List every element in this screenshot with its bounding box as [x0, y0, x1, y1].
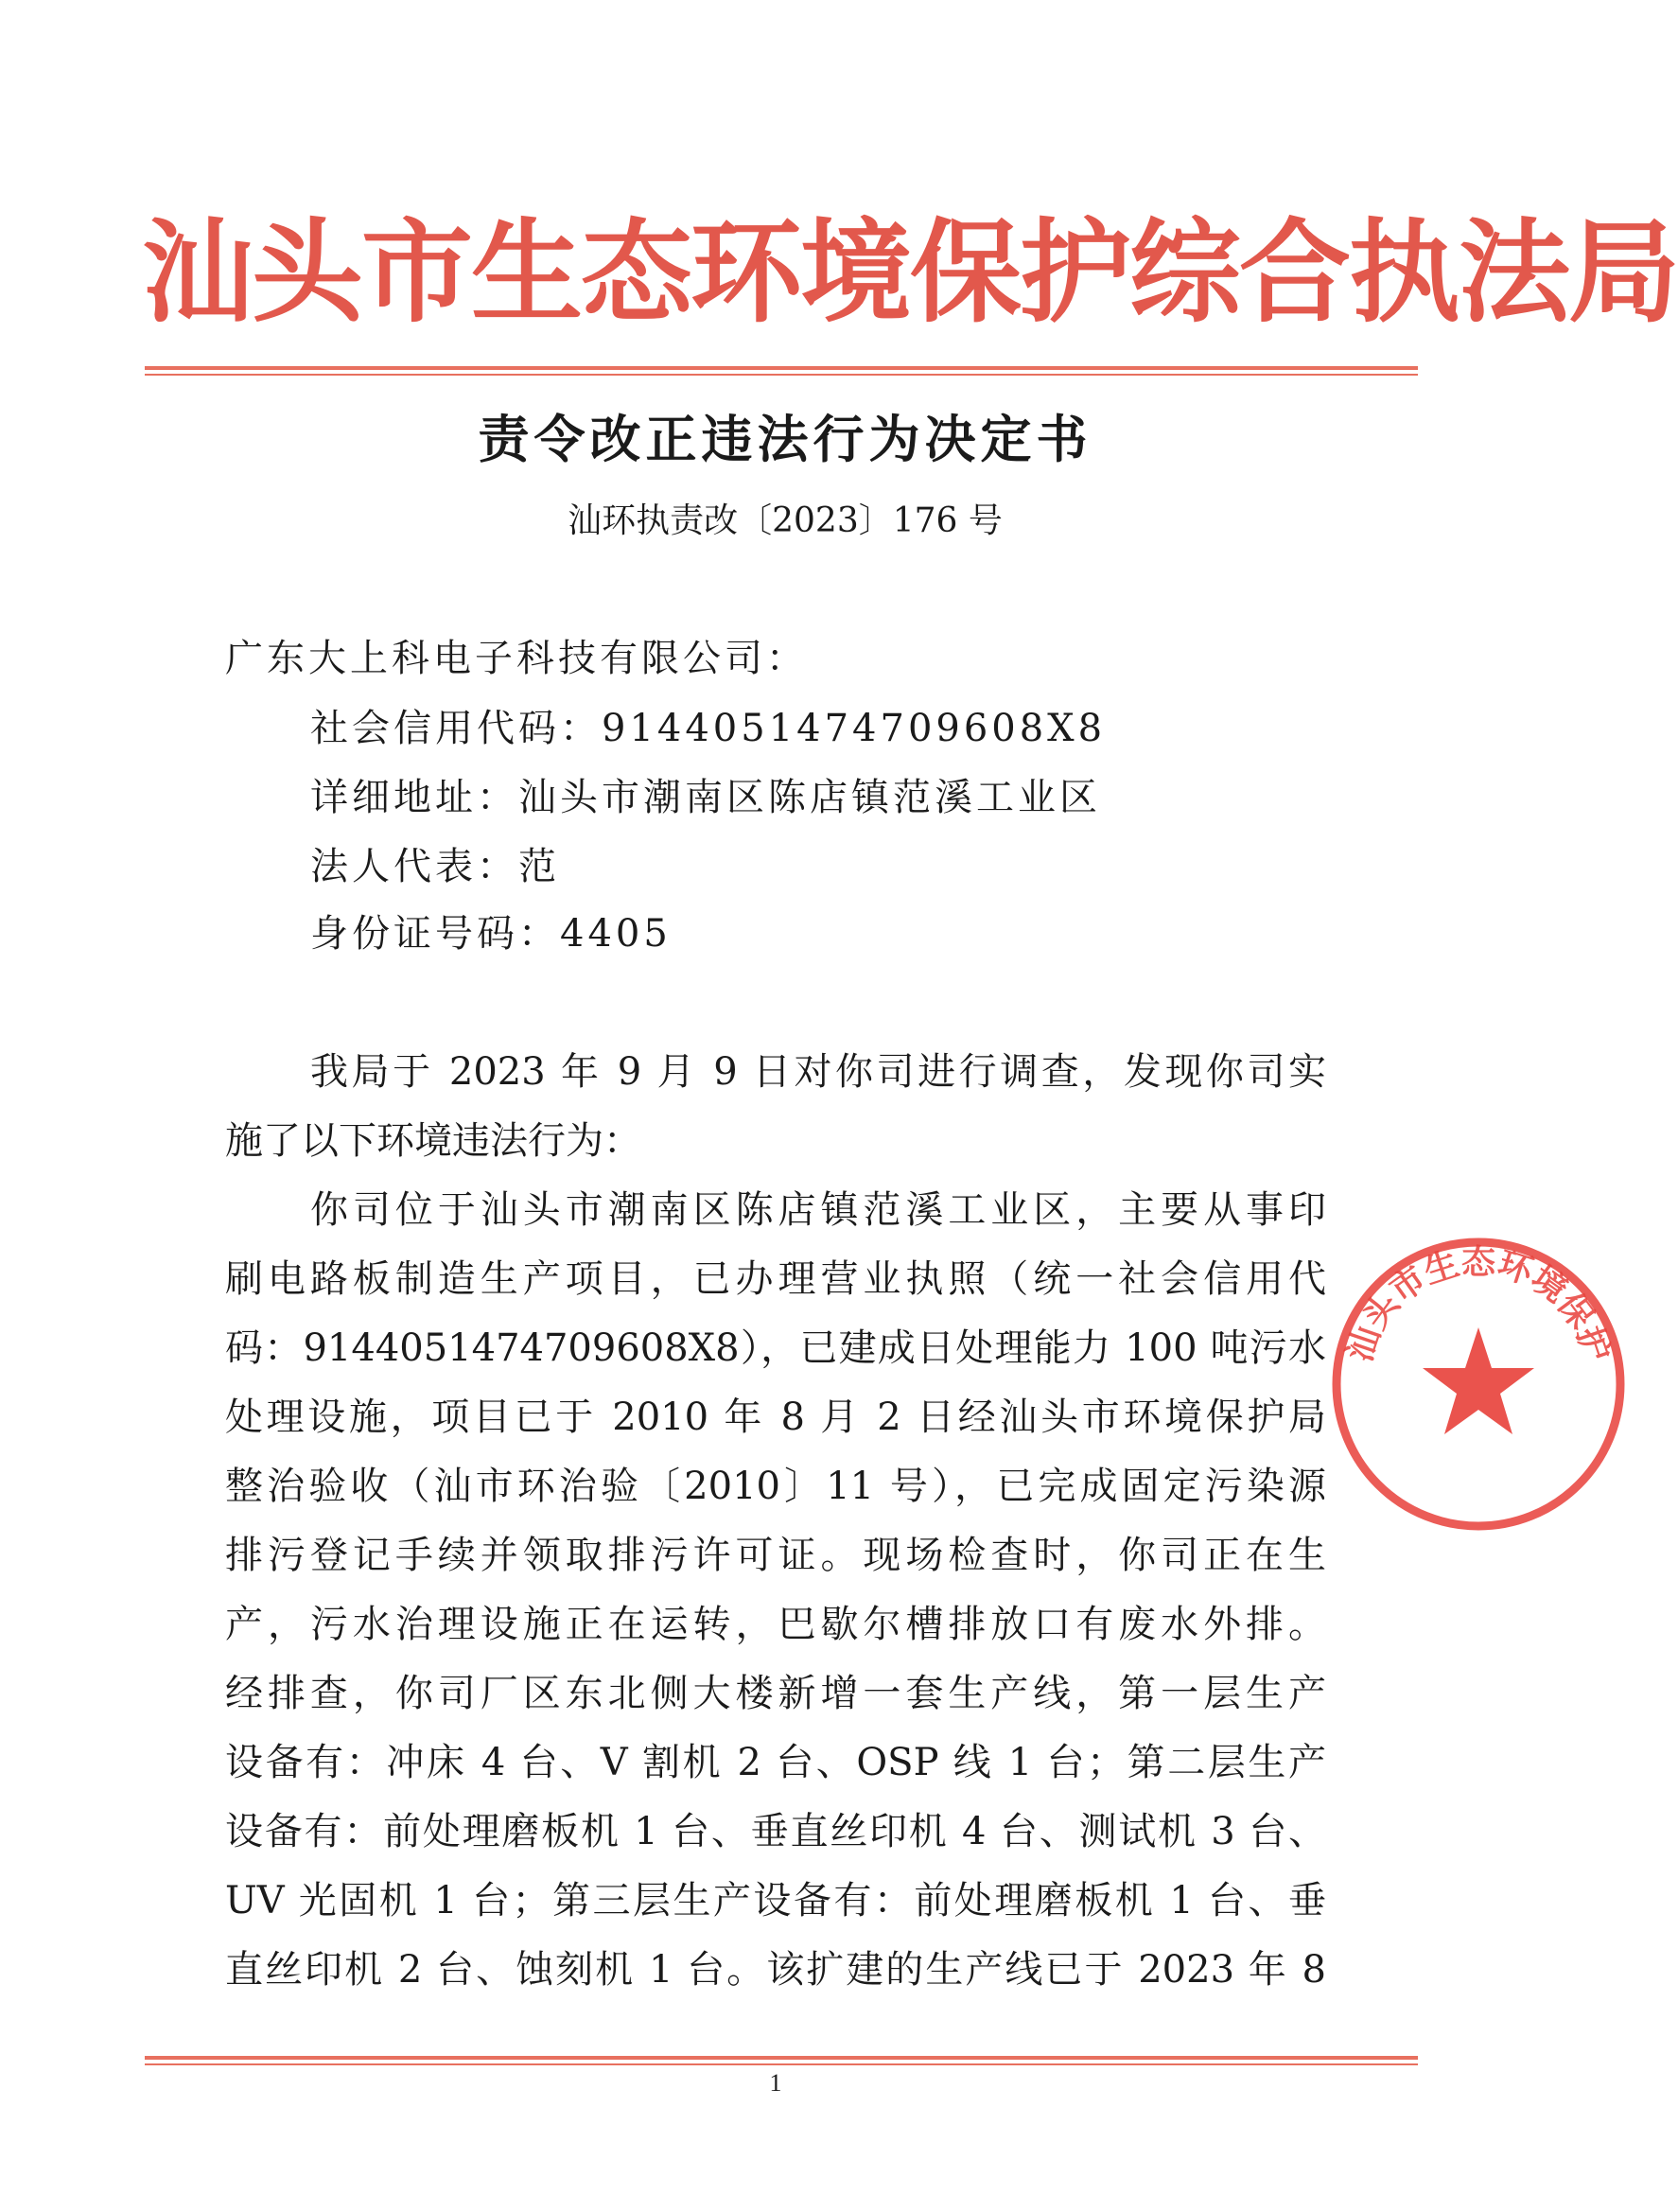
body-line: 处理设施，项目已于 2010 年 8 月 2 日经汕头市环境保护局	[225, 1396, 1326, 1439]
legal-representative-line: 法人代表：范	[310, 845, 560, 888]
id-number-line: 身份证号码：4405	[310, 912, 672, 956]
footer-divider	[145, 2056, 1418, 2065]
body-line: 我局于 2023 年 9 月 9 日对你司进行调查，发现你司实	[310, 1050, 1326, 1094]
body-line: 施了以下环境违法行为：	[225, 1119, 641, 1163]
credit-code-line: 社会信用代码：9144051474709608X8	[310, 707, 1107, 750]
document-title: 责令改正违法行为决定书	[478, 409, 1092, 469]
body-line: 设备有：前处理磨板机 1 台、垂直丝印机 4 台、测试机 3 台、	[225, 1810, 1326, 1853]
addressee: 广东大上科电子科技有限公司：	[225, 637, 808, 680]
body-line: 码：9144051474709608X8），已建成日处理能力 100 吨污水	[225, 1326, 1326, 1370]
address-line: 详细地址：汕头市潮南区陈店镇范溪工业区	[310, 776, 1101, 819]
body-line: 排污登记手续并领取排污许可证。现场检查时，你司正在生	[225, 1534, 1326, 1577]
body-line: UV 光固机 1 台；第三层生产设备有：前处理磨板机 1 台、垂	[225, 1879, 1326, 1922]
body-line: 刷电路板制造生产项目，已办理营业执照（统一社会信用代	[225, 1257, 1326, 1301]
body-line: 整治验收（汕市环治验〔2010〕11 号），已完成固定污染源	[225, 1465, 1326, 1508]
agency-name-header: 汕头市生态环境保护综合执法局	[142, 206, 1678, 338]
body-line: 产，污水治理设施正在运转，巴歇尔槽排放口有废水外排。	[225, 1603, 1326, 1646]
body-line: 经排查，你司厂区东北侧大楼新增一套生产线，第一层生产	[225, 1672, 1326, 1715]
body-line: 直丝印机 2 台、蚀刻机 1 台。该扩建的生产线已于 2023 年 8	[225, 1948, 1326, 1992]
document-number: 汕环执责改〔2023〕176 号	[568, 501, 1003, 540]
seal-text: 汕头市生态环境保护	[1339, 1241, 1617, 1367]
header-divider	[145, 366, 1418, 376]
page-number: 1	[769, 2069, 782, 2097]
body-line: 设备有：冲床 4 台、V 割机 2 台、OSP 线 1 台；第二层生产	[225, 1741, 1326, 1784]
body-line: 你司位于汕头市潮南区陈店镇范溪工业区，主要从事印	[310, 1188, 1326, 1232]
official-seal-icon	[1322, 1228, 1634, 1540]
